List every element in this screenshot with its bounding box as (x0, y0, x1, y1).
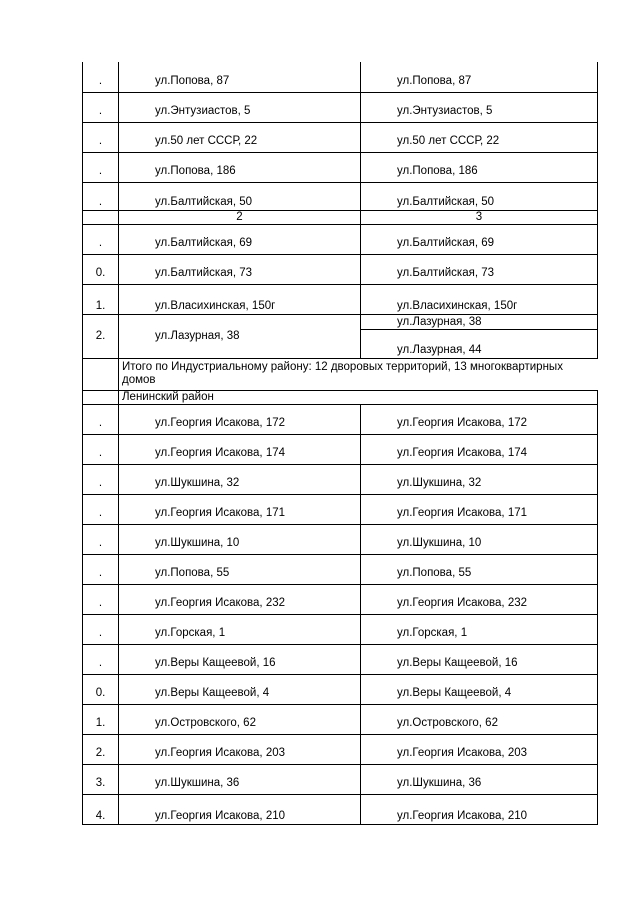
table-row (83, 314, 598, 329)
row-number: 4. (83, 794, 119, 824)
address-cell: ул.Попова, 87 (361, 62, 598, 92)
district-spacer (83, 390, 119, 404)
address-cell: ул.Лазурная, 44 (361, 329, 598, 358)
district-leninsky: Ленинский район (119, 390, 598, 404)
address-table-sheet (82, 62, 597, 825)
address-cell: ул.Веры Кащеевой, 16 (361, 644, 598, 674)
street-cell: ул.Георгия Исакова, 174 (119, 434, 361, 464)
column-number-3: 3 (361, 210, 598, 224)
column-number-1 (83, 210, 119, 224)
row-number: . (83, 404, 119, 434)
table-row (83, 764, 598, 794)
row-number: . (83, 554, 119, 584)
street-cell: ул.Балтийская, 69 (119, 224, 361, 254)
row-number: . (83, 122, 119, 152)
address-cell: ул.Энтузиастов, 5 (361, 92, 598, 122)
row-number: . (83, 524, 119, 554)
street-cell: ул.Веры Кащеевой, 4 (119, 674, 361, 704)
street-cell: ул.50 лет СССР, 22 (119, 122, 361, 152)
address-cell: ул.Шукшина, 32 (361, 464, 598, 494)
address-cell: ул.Лазурная, 38 (361, 314, 598, 329)
column-number-2: 2 (119, 210, 361, 224)
row-number: . (83, 464, 119, 494)
row-number: . (83, 434, 119, 464)
address-cell: ул.Георгия Исакова, 171 (361, 494, 598, 524)
address-cell: ул.Попова, 55 (361, 554, 598, 584)
street-cell: ул.Шукшина, 10 (119, 524, 361, 554)
row-number: . (83, 584, 119, 614)
address-cell: ул.Горская, 1 (361, 614, 598, 644)
street-cell: ул.Балтийская, 50 (119, 182, 361, 210)
table-row (83, 152, 598, 182)
table-row (83, 122, 598, 152)
address-cell: ул.Балтийская, 50 (361, 182, 598, 210)
address-cell: ул.Шукшина, 10 (361, 524, 598, 554)
street-cell: ул.Островского, 62 (119, 704, 361, 734)
table-row (83, 674, 598, 704)
row-number: 1. (83, 704, 119, 734)
row-number: 1. (83, 284, 119, 314)
table-row (83, 554, 598, 584)
row-number: . (83, 62, 119, 92)
address-table (82, 62, 598, 825)
table-row (83, 404, 598, 434)
street-cell: ул.Георгия Исакова, 210 (119, 794, 361, 824)
address-cell: ул.50 лет СССР, 22 (361, 122, 598, 152)
street-cell: ул.Веры Кащеевой, 16 (119, 644, 361, 674)
table-row (83, 494, 598, 524)
row-number: . (83, 92, 119, 122)
table-row (83, 284, 598, 314)
row-number: . (83, 152, 119, 182)
address-cell: ул.Балтийская, 73 (361, 254, 598, 284)
street-cell: ул.Георгия Исакова, 172 (119, 404, 361, 434)
address-cell: ул.Шукшина, 36 (361, 764, 598, 794)
table-row (83, 182, 598, 210)
row-number: . (83, 494, 119, 524)
table-row (83, 644, 598, 674)
address-cell: ул.Веры Кащеевой, 4 (361, 674, 598, 704)
table-row (83, 224, 598, 254)
district-row (83, 390, 598, 404)
address-cell: ул.Островского, 62 (361, 704, 598, 734)
street-cell: ул.Балтийская, 73 (119, 254, 361, 284)
table-row (83, 434, 598, 464)
street-cell: ул.Попова, 55 (119, 554, 361, 584)
row-number: 3. (83, 764, 119, 794)
street-cell: ул.Горская, 1 (119, 614, 361, 644)
row-number: 2. (83, 314, 119, 358)
street-cell: ул.Георгия Исакова, 203 (119, 734, 361, 764)
address-cell: ул.Власихинская, 150г (361, 284, 598, 314)
table-row (83, 614, 598, 644)
address-cell: ул.Георгия Исакова, 210 (361, 794, 598, 824)
street-cell: ул.Лазурная, 38 (119, 314, 361, 358)
street-cell: ул.Шукшина, 36 (119, 764, 361, 794)
row-number: 2. (83, 734, 119, 764)
row-number: 0. (83, 674, 119, 704)
address-cell: ул.Георгия Исакова, 172 (361, 404, 598, 434)
row-number: . (83, 614, 119, 644)
row-number: . (83, 224, 119, 254)
address-cell: ул.Попова, 186 (361, 152, 598, 182)
street-cell: ул.Попова, 87 (119, 62, 361, 92)
summary-spacer (83, 358, 119, 390)
street-cell: ул.Попова, 186 (119, 152, 361, 182)
table-row (83, 464, 598, 494)
address-cell: ул.Георгия Исакова, 174 (361, 434, 598, 464)
address-cell: ул.Георгия Исакова, 232 (361, 584, 598, 614)
street-cell: ул.Георгия Исакова, 232 (119, 584, 361, 614)
street-cell: ул.Георгия Исакова, 171 (119, 494, 361, 524)
street-cell: ул.Энтузиастов, 5 (119, 92, 361, 122)
table-row (83, 62, 598, 92)
address-cell: ул.Георгия Исакова, 203 (361, 734, 598, 764)
row-number: . (83, 182, 119, 210)
table-row (83, 92, 598, 122)
address-cell: ул.Балтийская, 69 (361, 224, 598, 254)
table-row (83, 254, 598, 284)
table-row (83, 794, 598, 824)
table-row (83, 704, 598, 734)
summary-row (83, 358, 598, 390)
table-row (83, 524, 598, 554)
row-number: 0. (83, 254, 119, 284)
summary-industrial: Итого по Индустриальному району: 12 дворовых территорий, 13 многоквартирных домов (119, 358, 598, 390)
table-row (83, 584, 598, 614)
street-cell: ул.Шукшина, 32 (119, 464, 361, 494)
row-number: . (83, 644, 119, 674)
table-row (83, 734, 598, 764)
column-number-row (83, 210, 598, 224)
street-cell: ул.Власихинская, 150г (119, 284, 361, 314)
